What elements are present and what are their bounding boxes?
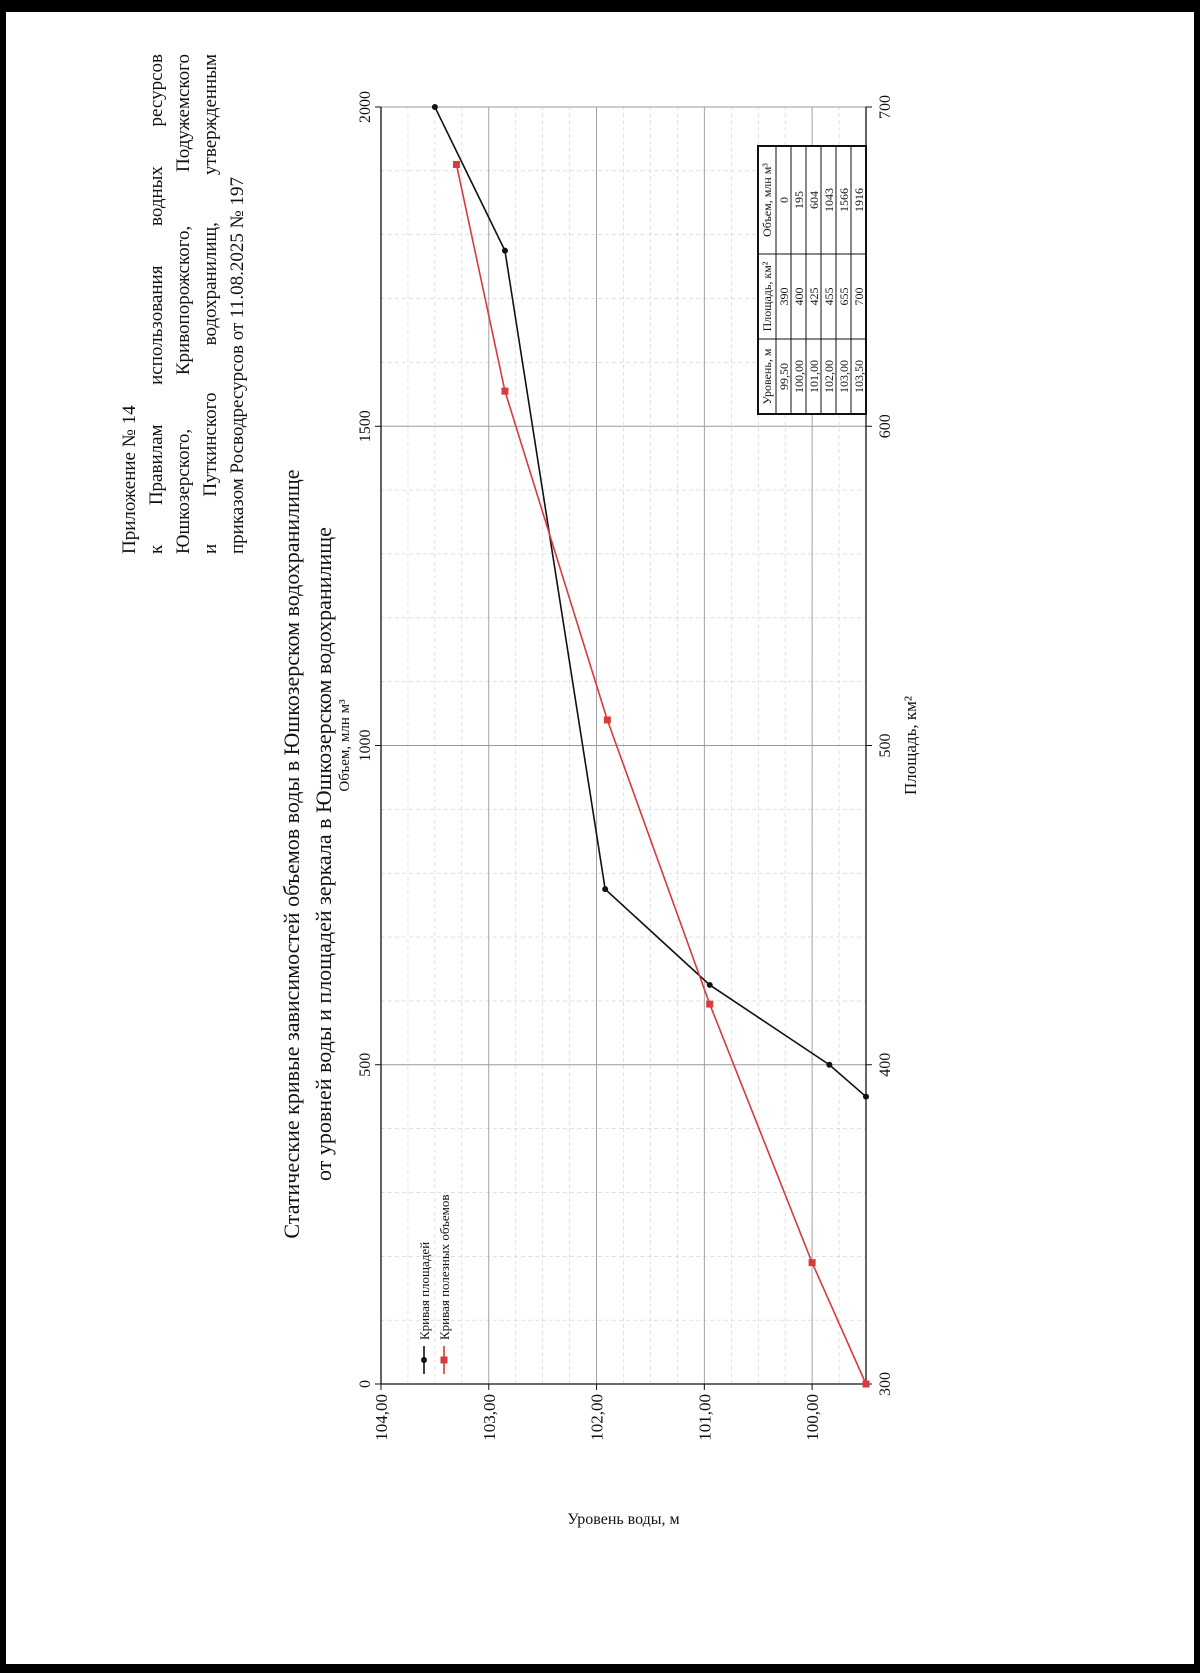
x-top-tick-label: 1500	[357, 410, 374, 443]
x-top-axis-label: Объем, млн м³	[337, 699, 353, 792]
data-point	[809, 1259, 816, 1266]
table-cell: 390	[777, 287, 791, 306]
table-cell: 101,00	[807, 360, 821, 393]
x-bottom-tick-label: 700	[877, 95, 894, 119]
data-point	[863, 1381, 870, 1388]
table-cell: 655	[837, 287, 851, 306]
legend-label: Кривая полезных объемов	[437, 1194, 452, 1340]
data-point	[432, 104, 438, 110]
x-bottom-tick-label: 500	[877, 733, 894, 758]
y-tick-label: 104,00	[372, 1394, 391, 1441]
table-cell: 425	[807, 287, 821, 306]
table-header-cell: Площадь, км²	[760, 261, 774, 332]
data-point	[604, 716, 611, 723]
table-cell: 103,00	[837, 360, 851, 393]
table-cell: 195	[792, 191, 806, 209]
data-point	[501, 388, 508, 395]
table-cell: 1566	[837, 188, 851, 212]
rotated-page-content	[6, 12, 1194, 1664]
legend-marker	[421, 1357, 427, 1363]
table-header-cell: Объем, млн м³	[760, 163, 774, 237]
x-top-axis-ticks	[357, 91, 381, 1388]
data-point	[706, 1001, 713, 1008]
x-top-tick-label: 1000	[357, 729, 374, 762]
x-bottom-tick-label: 600	[877, 414, 894, 439]
y-tick-label: 100,00	[803, 1394, 823, 1441]
data-table	[758, 146, 866, 414]
data-point	[453, 161, 460, 168]
table-cell: 700	[852, 287, 866, 306]
legend-label: Кривая площадей	[417, 1241, 432, 1340]
legend	[417, 1194, 452, 1374]
x-bottom-tick-label: 400	[877, 1052, 894, 1077]
header-line: Приложение № 14	[119, 405, 140, 554]
y-tick-label: 103,00	[479, 1394, 499, 1441]
table-cell: 103,50	[852, 360, 866, 393]
y-tick-label: 102,00	[587, 1394, 607, 1441]
header-line: к Правилам использования водных ресурсов	[146, 54, 167, 554]
data-point	[826, 1062, 832, 1068]
table-cell: 1043	[822, 188, 836, 212]
scanned-page	[6, 12, 1194, 1664]
x-top-tick-label: 0	[357, 1380, 374, 1388]
table-cell: 100,00	[792, 360, 806, 393]
data-point	[863, 1094, 869, 1100]
header-line: приказом Росводресурсов от 11.08.2025 № 197	[227, 177, 248, 554]
data-point	[602, 886, 608, 892]
data-point	[707, 982, 713, 988]
legend-marker	[441, 1357, 448, 1364]
x-bottom-axis-label: Площадь, км²	[901, 696, 920, 795]
table-cell: 604	[807, 191, 821, 209]
table-cell: 400	[792, 287, 806, 306]
y-tick-label: 101,00	[695, 1394, 715, 1441]
table-cell: 99,50	[777, 363, 791, 390]
chart-title: Статические кривые зависимостей объемов воды в Юшкозерском водохранилище	[279, 469, 304, 1239]
table-cell: 0	[777, 197, 791, 203]
y-axis-label: Уровень воды, м	[567, 1511, 680, 1528]
x-bottom-axis-ticks	[866, 95, 894, 1396]
chart-svg	[6, 12, 1194, 1664]
header-line: и Путкинского водохранилищ, утвержденным	[200, 54, 221, 554]
table-cell: 102,00	[822, 360, 836, 393]
x-bottom-tick-label: 300	[877, 1372, 894, 1396]
y-axis-ticks	[372, 1384, 822, 1441]
table-header-cell: Уровень, м	[760, 348, 774, 405]
table-cell: 455	[822, 287, 836, 306]
header-line: Юшкозерского, Кривопорожского, Подужемского	[173, 54, 194, 554]
x-top-tick-label: 500	[357, 1052, 374, 1077]
x-top-tick-label: 2000	[357, 91, 374, 123]
data-point	[502, 248, 508, 254]
chart-subtitle: от уровней воды и площадей зеркала в Юшкозерском водохранилище	[311, 527, 336, 1181]
table-cell: 1916	[852, 188, 866, 212]
